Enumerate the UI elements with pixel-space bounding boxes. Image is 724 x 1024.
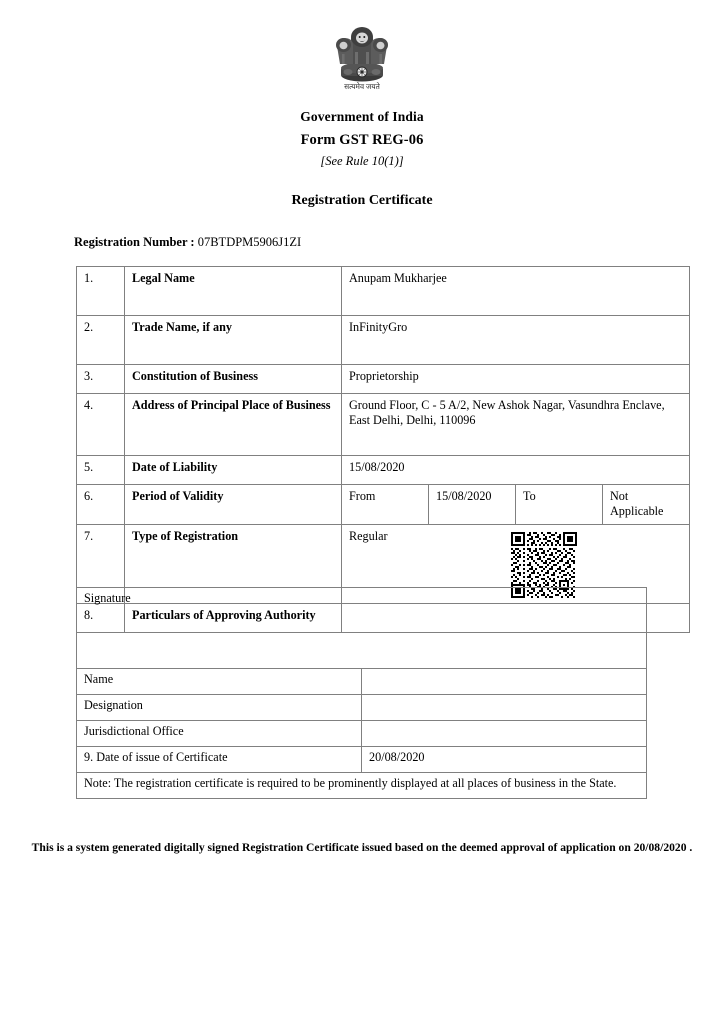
emblem-motto: सत्यमेव जयते [344, 82, 380, 91]
table-row [77, 316, 690, 365]
row-label-address: Address of Principal Place of Business [125, 394, 342, 456]
form-number-line: Form GST REG-06 [300, 131, 424, 148]
note-row [77, 773, 647, 799]
row-label-constitution: Constitution of Business [125, 365, 342, 394]
document-header [0, 109, 724, 208]
display-note: Note: The registration certificate is required to be prominently displayed at all places of business in the State. [77, 773, 647, 799]
row-label-date-of-liability: Date of Liability [125, 456, 342, 485]
table-row [77, 267, 690, 316]
row-label-designation: Designation [77, 695, 362, 721]
validity-to-label: To [516, 485, 603, 525]
signature-row [77, 588, 647, 669]
signature-label: Signature [77, 588, 647, 669]
row-value-legal-name: Anupam Mukharjee [342, 267, 690, 316]
government-line: Government of India [300, 109, 424, 124]
table-row [77, 747, 647, 773]
row-label-period-of-validity: Period of Validity [125, 485, 342, 525]
row-label-date-of-issue: 9. Date of issue of Certificate [77, 747, 362, 773]
row-value-name [362, 669, 647, 695]
row-serial: 1. [77, 267, 125, 316]
row-value-jurisdictional-office [362, 721, 647, 747]
type-of-registration-text: Regular [349, 528, 388, 543]
row-serial: 8. [77, 603, 125, 632]
table-row [77, 669, 647, 695]
validity-from-label: From [342, 485, 429, 525]
validity-to-value: Not Applicable [603, 485, 690, 525]
certificate-details-table [76, 266, 690, 633]
table-row [77, 456, 690, 485]
system-generated-statement: This is a system generated digitally signed Registration Certificate issued based on the deemed approval of application on 20/08/2020 . [31, 841, 693, 854]
registration-number-label: Registration Number : [74, 235, 195, 249]
rule-reference-line: [See Rule 10(1)] [320, 154, 404, 168]
table-row [77, 721, 647, 747]
registration-number-value: 07BTDPM5906J1ZI [197, 235, 302, 249]
row-label-legal-name: Legal Name [125, 267, 342, 316]
row-serial: 2. [77, 316, 125, 365]
row-serial: 6. [77, 485, 125, 525]
row-label-name: Name [77, 669, 362, 695]
row-serial: 4. [77, 394, 125, 456]
table-row [77, 485, 690, 525]
table-row [77, 365, 690, 394]
row-value-address: Ground Floor, C - 5 A/2, New Ashok Nagar, Vasundhra Enclave, East Delhi, Delhi, 110096 [342, 394, 690, 456]
row-value-constitution: Proprietorship [342, 365, 690, 394]
row-serial: 3. [77, 365, 125, 394]
row-value-designation [362, 695, 647, 721]
emblem-container [0, 18, 724, 101]
row-value-date-of-liability: 15/08/2020 [342, 456, 690, 485]
registration-number-line [74, 235, 301, 250]
state-emblem-of-india-icon [329, 18, 395, 96]
row-value-trade-name: InFinityGro [342, 316, 690, 365]
row-serial: 7. [77, 524, 125, 603]
signature-details-table [76, 587, 647, 799]
row-value-date-of-issue: 20/08/2020 [362, 747, 647, 773]
page-title: Registration Certificate [291, 193, 433, 208]
row-serial: 5. [77, 456, 125, 485]
table-row [77, 394, 690, 456]
validity-from-value: 15/08/2020 [429, 485, 516, 525]
row-label-approving-authority: Particulars of Approving Authority [125, 603, 342, 632]
row-label-trade-name: Trade Name, if any [125, 316, 342, 365]
row-label-jurisdictional-office: Jurisdictional Office [77, 721, 362, 747]
table-row [77, 695, 647, 721]
row-label-type-of-registration: Type of Registration [125, 524, 342, 603]
